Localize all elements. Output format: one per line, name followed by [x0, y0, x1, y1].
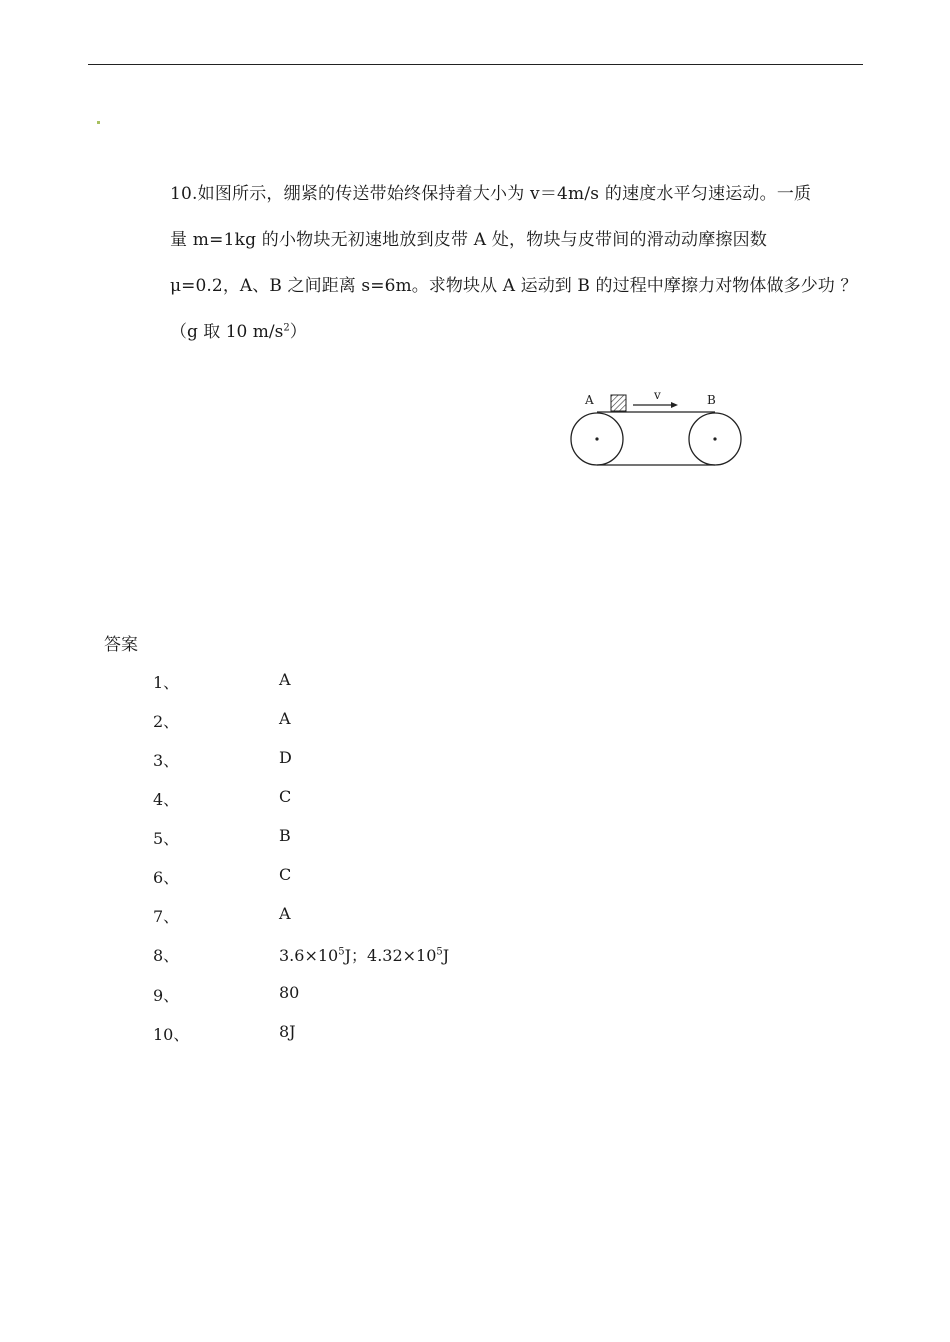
answer-num: 1、 [153, 673, 180, 692]
answer-value [279, 943, 449, 966]
answer-value: D [279, 748, 292, 767]
value-part-a: 3.6×10 [279, 946, 339, 965]
answer-value: A [279, 709, 291, 728]
header-rule [88, 64, 863, 65]
answer-num: 5、 [153, 829, 180, 848]
problem-line-2: 量 m=1kg 的小物块无初速地放到皮带 A 处，物块与皮带间的滑动动摩擦因数 [170, 230, 768, 250]
problem-line-3: μ=0.2，A、B 之间距离 s=6m。求物块从 A 运动到 B 的过程中摩擦力对物体做多少功 ？ [170, 276, 858, 296]
label-a: A [585, 393, 594, 407]
answer-num: 3、 [153, 751, 180, 770]
answers-title: 答案 [104, 635, 138, 655]
answer-num: 6、 [153, 868, 180, 887]
answer-value: 80 [279, 983, 300, 1002]
answer-value: B [279, 826, 291, 845]
answer-num: 7、 [153, 907, 180, 926]
problem-line-1: 10.如图所示，绷紧的传送带始终保持着大小为 v＝4m/s 的速度水平匀速运动。一质 [170, 184, 812, 204]
block [611, 395, 626, 411]
answer-value: A [279, 670, 291, 689]
answer-value: C [279, 787, 292, 806]
exponent-b: 5 [436, 946, 443, 958]
problem-line-4 [170, 318, 880, 364]
conveyor-belt-diagram [560, 385, 750, 477]
scan-dot [97, 121, 100, 124]
problem-10 [170, 180, 880, 364]
exponent: 2 [283, 322, 290, 334]
exponent-a: 5 [338, 946, 345, 958]
answer-num: 2、 [153, 712, 180, 731]
answer-value: A [279, 904, 291, 923]
axle-b [713, 437, 716, 440]
answer-value: 8J [279, 1022, 296, 1041]
value-part-c: J [442, 946, 450, 965]
arrow-head [671, 402, 678, 408]
problem-line-4-close: ） [289, 322, 307, 342]
label-v: v [654, 388, 661, 402]
answer-num: 10、 [153, 1025, 190, 1044]
problem-line-4-text: （g 取 10 m/s [170, 322, 284, 342]
answer-value: C [279, 865, 292, 884]
axle-a [595, 437, 598, 440]
answer-num: 4、 [153, 790, 180, 809]
answer-num: 8、 [153, 946, 180, 965]
answer-num: 9、 [153, 986, 180, 1005]
value-part-b: J；4.32×10 [344, 946, 437, 965]
label-b: B [707, 393, 716, 407]
